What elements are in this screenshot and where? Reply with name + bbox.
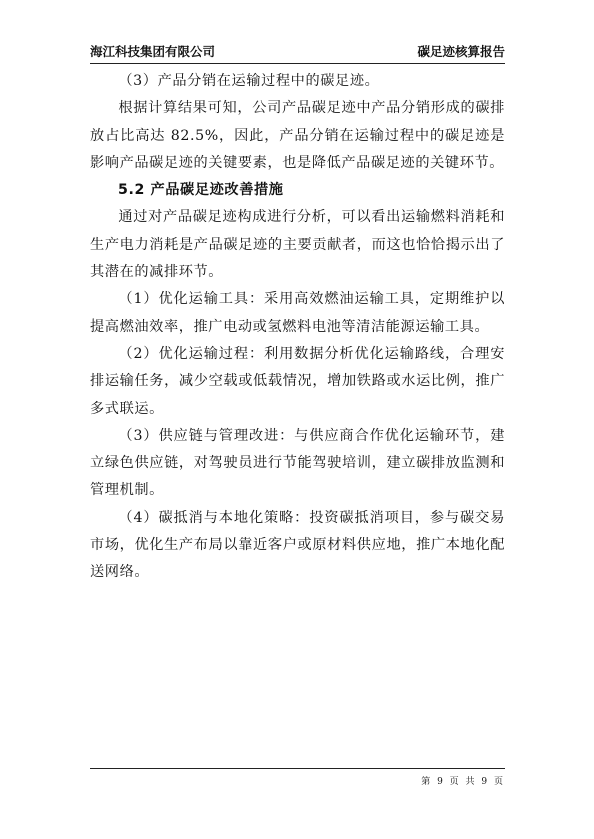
paragraph-analysis: 通过对产品碳足迹构成进行分析，可以看出运输燃料消耗和生产电力消耗是产品碳足迹的主要贡献者，而这也恰恰揭示出了其潜在的减排环节。	[90, 209, 505, 281]
page-header	[90, 38, 505, 64]
paragraph-measure-4: （4）碳抵消与本地化策略：投资碳抵消项目，参与碳交易市场，优化生产布局以靠近客户或原材料供应地，推广本地化配送网络。	[90, 509, 505, 581]
page-footer	[90, 768, 505, 787]
header-report-title: 碳足迹核算报告	[417, 44, 505, 59]
header-company: 海江科技集团有限公司	[90, 44, 216, 59]
page-number: 第 9 页 共 9 页	[421, 777, 505, 787]
section-heading: 5.2 产品碳足迹改善措施	[118, 182, 284, 199]
paragraph-item-3: （3）产品分销在运输过程中的碳足迹。	[118, 73, 380, 89]
paragraph-calculation-result: 根据计算结果可知，公司产品碳足迹中产品分销形成的碳排放占比高达 82.5%，因此，产品分销在运输过程中的碳足迹是影响产品碳足迹的关键要素，也是降低产品碳足迹的关键环节。	[90, 100, 505, 171]
document-body	[90, 68, 505, 587]
paragraph-measure-3: （3）供应链与管理改进：与供应商合作优化运输环节，建立绿色供应链，对驾驶员进行节能驾驶培训，建立碳排放监测和管理机制。	[90, 427, 505, 499]
paragraph-measure-1: （1）优化运输工具：采用高效燃油运输工具，定期维护以提高燃油效率，推广电动或氢燃料电池等清洁能源运输工具。	[90, 291, 505, 335]
paragraph-measure-2: （2）优化运输过程：利用数据分析优化运输路线，合理安排运输任务，减少空载或低载情况，增加铁路或水运比例，推广多式联运。	[90, 345, 505, 417]
